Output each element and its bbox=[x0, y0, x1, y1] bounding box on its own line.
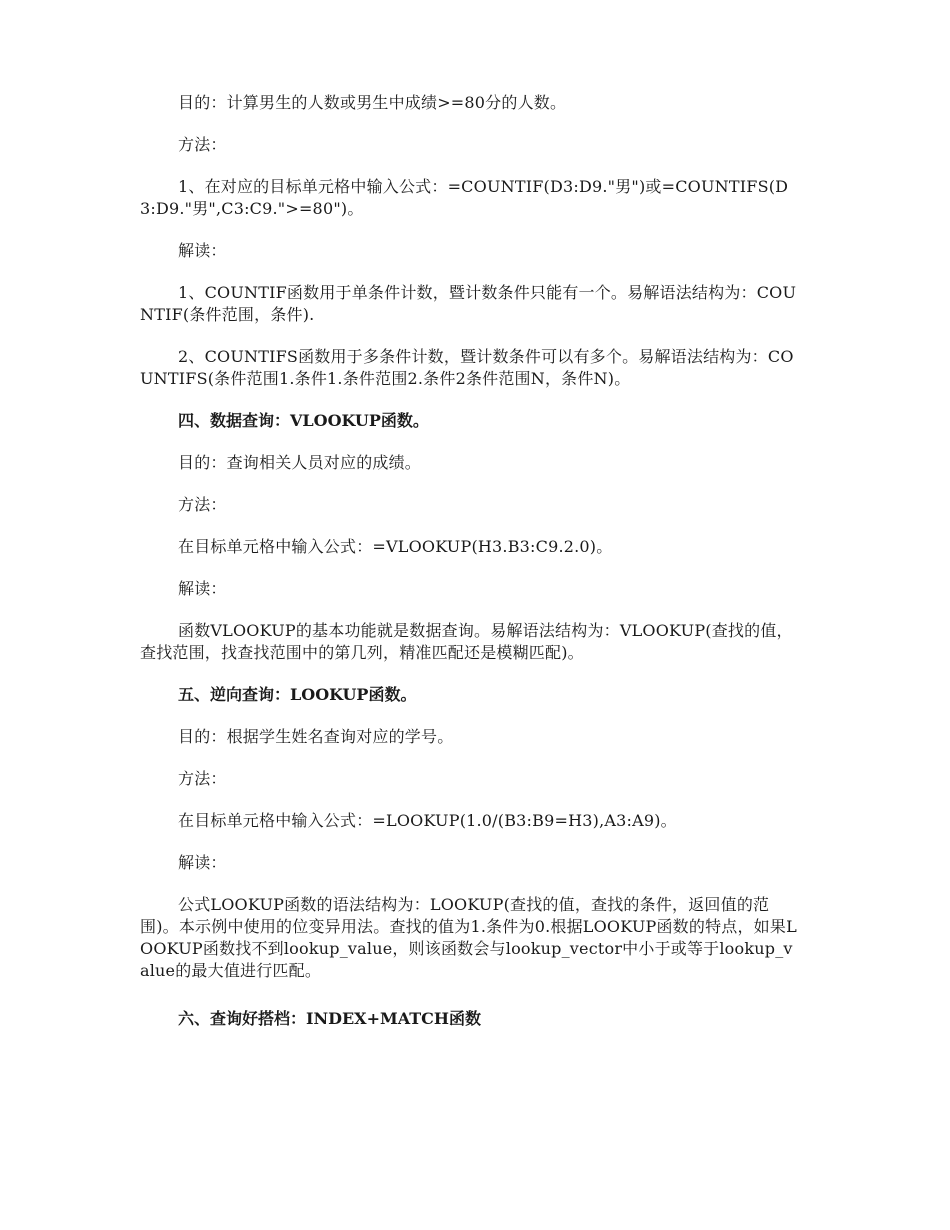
heading-lookup: 五、逆向查询：LOOKUP函数。 bbox=[178, 685, 417, 704]
paragraph-explain-lookup: 公式LOOKUP函数的语法结构为：LOOKUP(查找的值，查找的条件，返回值的范围)。本示例中使用的位变异用法。查找的值为1.条件为0.根据LOOKUP函数的特点，如果LOOKUP函数找不到lookup_value，则该函数会与lookup_vector中小于或等于lookup_value的最大值进行匹配。 bbox=[140, 895, 797, 980]
paragraph-explain-label-lookup: 解读： bbox=[178, 853, 227, 872]
paragraph-purpose-vlookup: 目的：查询相关人员对应的成绩。 bbox=[178, 453, 422, 472]
paragraph-explain-label-1: 解读： bbox=[178, 241, 227, 260]
paragraph-method-label-lookup: 方法： bbox=[178, 769, 227, 788]
paragraph-explain-countif: 1、COUNTIF函数用于单条件计数，暨计数条件只能有一个。易解语法结构为：COUNTIF(条件范围，条件). bbox=[140, 283, 797, 324]
paragraph-purpose-1: 目的：计算男生的人数或男生中成绩>=80分的人数。 bbox=[178, 93, 567, 112]
paragraph-purpose-lookup: 目的：根据学生姓名查询对应的学号。 bbox=[178, 727, 454, 746]
document-page bbox=[140, 92, 800, 1050]
paragraph-method-label-1: 方法： bbox=[178, 135, 227, 154]
paragraph-method-label-vlookup: 方法： bbox=[178, 495, 227, 514]
paragraph-explain-label-vlookup: 解读： bbox=[178, 579, 227, 598]
paragraph-explain-countifs: 2、COUNTIFS函数用于多条件计数，暨计数条件可以有多个。易解语法结构为：COUNTIFS(条件范围1.条件1.条件范围2.条件2条件范围N，条件N)。 bbox=[140, 347, 794, 388]
heading-index-match: 六、查询好搭档：INDEX+MATCH函数 bbox=[178, 1009, 482, 1028]
paragraph-formula-vlookup: 在目标单元格中输入公式：=VLOOKUP(H3.B3:C9.2.0)。 bbox=[178, 537, 613, 556]
paragraph-explain-vlookup: 函数VLOOKUP的基本功能就是数据查询。易解语法结构为：VLOOKUP(查找的值，查找范围，找查找范围中的第几列，精准匹配还是模糊匹配)。 bbox=[140, 621, 793, 662]
heading-vlookup: 四、数据查询：VLOOKUP函数。 bbox=[178, 411, 429, 430]
paragraph-method-formula-1: 1、在对应的目标单元格中输入公式：=COUNTIF(D3:D9."男")或=COUNTIFS(D3:D9."男",C3:C9.">=80")。 bbox=[140, 177, 789, 218]
paragraph-formula-lookup: 在目标单元格中输入公式：=LOOKUP(1.0/(B3:B9=H3),A3:A9)。 bbox=[178, 811, 677, 830]
